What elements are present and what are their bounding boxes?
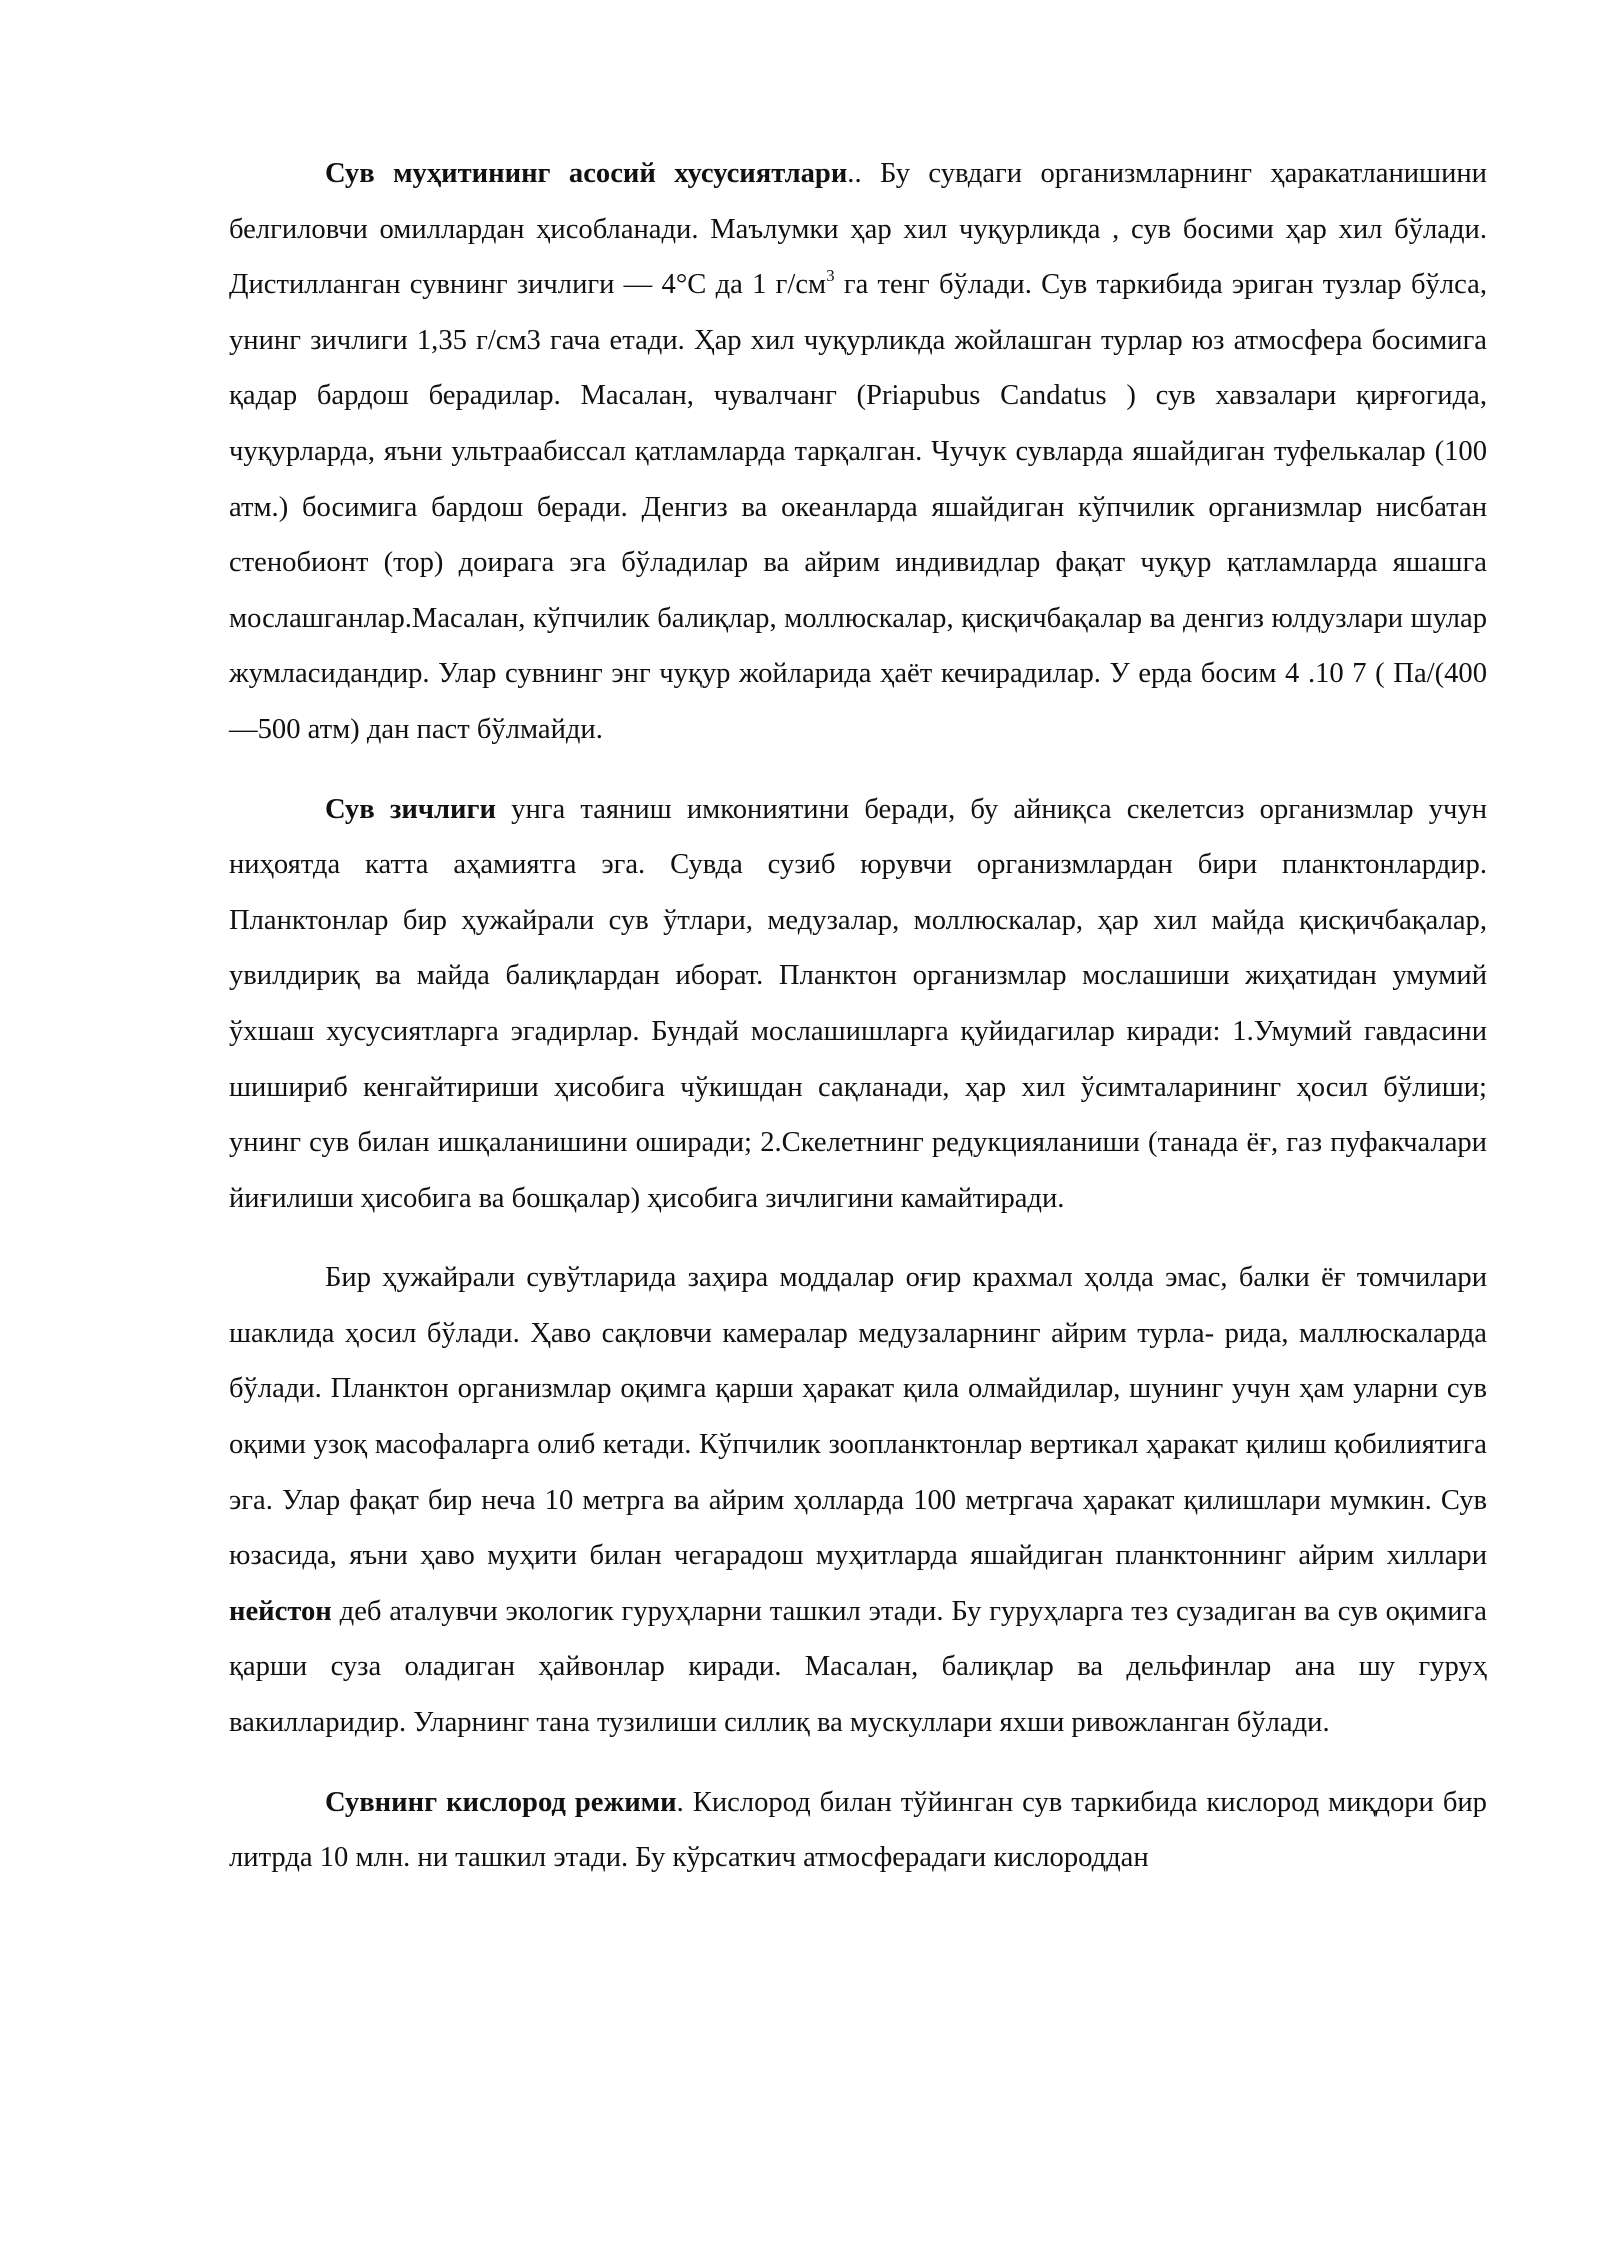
paragraph-water-density <box>229 782 1487 1227</box>
paragraph-text: .. Бу сувдаги организмларнинг ҳаракатланишини белгиловчи омиллардан ҳисобланади. Маълумки ҳар хил чуқурликда , сув босими ҳар хил бўлади. Дистилланган сувнинг зичлиги — 4°С да 1 г/см <box>229 158 1487 301</box>
paragraph-text: унга таяниш имкониятини беради, бу айниқса скелетсиз организмлар учун ниҳоятда катта аҳамиятга эга. Сувда сузиб юрувчи организмлардан бири планктонлардир. Планктонлар бир ҳужайрали сув ўтлари, медузалар, моллюскалар, ҳар хил майда қисқичбақалар, увилдириқ ва майда балиқлардан иборат. Планктон организмлар мослашиши жиҳатидан умумий ўхшаш хусусиятларга эгадирлар. Бундай мослашишларга қуйидагилар киради: 1.Умумий гавдасини шишириб кенгайтириши ҳисобига чўкишдан сақланади, ҳар хил ўсимталарининг ҳосил бўлиши; унинг сув билан ишқаланишини оширади; 2.Скелетнинг редукцияланиши (танада ёғ, газ пуфакчалари йиғилиши ҳисобига ва бошқалар) ҳисобига зичлигини камайтиради. <box>229 793 1487 1214</box>
heading-oxygen-regime: Сувнинг кислород режими <box>325 1786 677 1818</box>
paragraph-text: Бир ҳужайрали сувўтларида заҳира моддалар оғир крахмал ҳолда эмас, балки ёғ томчилари шаклида ҳосил бўлади. Ҳаво сақловчи камералар медузаларнинг айрим турла- рида, маллюскаларда бўлади. Планктон организмлар оқимга қарши ҳаракат қила олмайдилар, шунинг учун ҳам уларни сув оқими узоқ масофаларга олиб кетади. Кўпчилик зоопланктонлар вертикал ҳаракат қилиш қобилиятига эга. Улар фақат бир неча 10 метрга ва айрим ҳолларда 100 метргача ҳаракат қилишлари мумкин. Сув юзасида, яъни ҳаво муҳити билан чегарадош муҳитларда яшайдиган планктоннинг айрим хиллари <box>229 1262 1487 1572</box>
paragraph-text: . Кислород билан тўйинган сув таркибида кислород миқдори бир литрда 10 млн. ни ташкил этади. Бу кўрсаткич атмосферадаги кислороддан <box>229 1786 1487 1874</box>
paragraph-text: га тенг бўлади. Сув таркибида эриган тузлар бўлса, унинг зичлиги 1,35 г/см3 гача етади. Ҳар хил чуқурликда жойлашган турлар юз атмосфера босимига қадар бардош берадилар. Масалан, чувалчанг (Priapubus Candatus ) сув хавзалари қирғогида, чуқурларда, яъни ультраабиссал қатламларда тарқалган. Чучук сувларда яшайдиган туфелькалар (100 атм.) босимига бардош беради. Денгиз ва океанларда яшайдиган кўпчилик организмлар нисбатан стенобионт (тор) доирага эга бўладилар ва айрим индивидлар фақат чуқур қатламларда яшашга мослашганлар.Масалан, кўпчилик балиқлар, моллюскалар, қисқичбақалар ва денгиз юлдузлари шулар жумласидандир. Улар сувнинг энг чуқур жойларида ҳаёт кечирадилар. У ерда босим 4 .10 7 ( Па/(400—500 атм) дан паст бўлмайди. <box>229 269 1487 745</box>
document-page <box>229 146 1487 1886</box>
superscript-cube: 3 <box>826 266 835 286</box>
paragraph-water-properties <box>229 146 1487 758</box>
heading-water-properties: Сув муҳитининг асосий хусусиятлари <box>325 158 848 189</box>
paragraph-oxygen-regime <box>229 1775 1487 1886</box>
heading-water-density: Сув зичлиги <box>325 793 496 825</box>
paragraph-plankton <box>229 1250 1487 1750</box>
paragraph-text: деб аталувчи экологик гуруҳларни ташкил этади. Бу гуруҳларга тез сузадиган ва сув оқимига қарши суза оладиган ҳайвонлар киради. Масалан, балиқлар ва дельфинлар ана шу гуруҳ вакилларидир. Уларнинг тана тузилиши силлиқ ва мускуллари яхши ривожланган бўлади. <box>229 1595 1487 1739</box>
term-neuston: нейстон <box>229 1595 332 1627</box>
